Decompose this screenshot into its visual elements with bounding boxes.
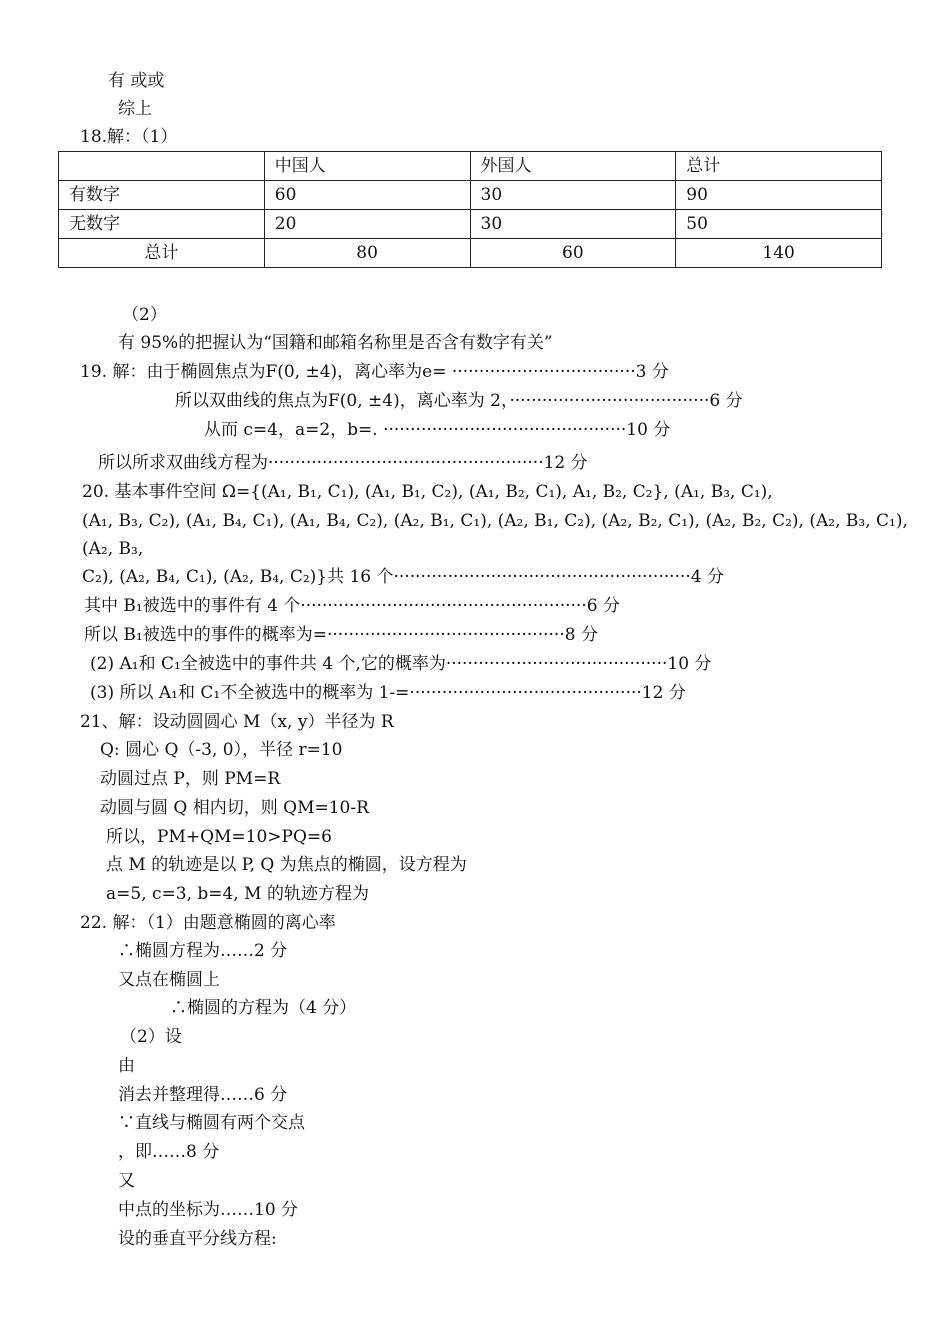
table-cell: 90 [676, 181, 882, 210]
text-line: 综上 [118, 99, 152, 119]
table-cell: 无数字 [59, 210, 265, 239]
question-21-heading: 21、解：设动圆圆心 M（x, y）半径为 R [80, 712, 394, 732]
text-line: 有 或或 [108, 71, 165, 91]
text-line: 所以双曲线的焦点为F(0, ±4)，离心率为 2，·····································6 分 [175, 391, 743, 411]
text-line: 所以所求双曲线方程为···················································12 分 [98, 453, 588, 473]
text-line: 所以 B₁被选中的事件的概率为=············································8 分 [84, 625, 598, 645]
text-line: 有 95%的把握认为“国籍和邮箱名称里是否含有数字有关” [118, 333, 553, 353]
text-line: (A₂, B₃, [82, 539, 144, 559]
question-22-heading: 22. 解：（1）由题意椭圆的离心率 [80, 913, 336, 933]
table-row [59, 152, 882, 181]
table-cell: 50 [676, 210, 882, 239]
text-line: ∴椭圆方程为……2 分 [118, 941, 288, 961]
text-line: 又 [118, 1171, 135, 1191]
table-row [59, 239, 882, 268]
text-line: 设的垂直平分线方程: [118, 1229, 277, 1249]
text-line: ∴椭圆的方程为（4 分） [170, 998, 357, 1018]
text-line: C₂), (A₂, B₄, C₁), (A₂, B₄, C₂)}共 16 个·······················································4 分 [82, 567, 724, 587]
table-cell: 80 [264, 239, 470, 268]
text-line: 从而 c=4，a=2，b=. ·············································10 分 [204, 420, 671, 440]
table-cell: 30 [470, 210, 676, 239]
table-cell: 中国人 [264, 152, 470, 181]
table-cell: 有数字 [59, 181, 265, 210]
table-cell: 外国人 [470, 152, 676, 181]
text-line: a=5, c=3, b=4, M 的轨迹方程为 [106, 884, 369, 904]
table-cell [59, 152, 265, 181]
text-line: (2) A₁和 C₁全被选中的事件共 4 个,它的概率为·········································10 分 [90, 654, 712, 674]
table-row [59, 210, 882, 239]
text-line: 动圆过点 P，则 PM=R [100, 769, 281, 789]
question-18-heading: 18.解：（1） [80, 127, 178, 147]
text-line: 所以，PM+QM=10>PQ=6 [106, 827, 332, 847]
text-line: （2）设 [120, 1027, 182, 1047]
text-line: 中点的坐标为……10 分 [118, 1200, 299, 1220]
contingency-table [58, 151, 882, 268]
table-cell: 60 [264, 181, 470, 210]
text-line: (3) 所以 A₁和 C₁不全被选中的概率为 1-=···········································12 分 [90, 683, 686, 703]
question-19-heading: 19. 解：由于椭圆焦点为F(0, ±4)，离心率为e= ··································3 分 [80, 362, 669, 382]
text-line: （2） [122, 305, 167, 325]
question-20-heading: 20. 基本事件空间 Ω={(A₁, B₁, C₁), (A₁, B₁, C₂), (A₁, B₂, C₁), A₁, B₂, C₂}, (A₁, B₃, C₁), [82, 482, 773, 502]
table-cell: 总计 [59, 239, 265, 268]
text-line: 动圆与圆 Q 相内切，则 QM=10-R [100, 798, 369, 818]
table-cell: 20 [264, 210, 470, 239]
text-line: 由 [118, 1056, 135, 1076]
text-line: ∵直线与椭圆有两个交点 [118, 1113, 305, 1133]
table-cell: 140 [676, 239, 882, 268]
table-cell: 总计 [676, 152, 882, 181]
text-line: 点 M 的轨迹是以 P, Q 为焦点的椭圆，设方程为 [106, 855, 467, 875]
table-row [59, 181, 882, 210]
text-line: Q: 圆心 Q（-3, 0），半径 r=10 [100, 740, 343, 760]
text-line: (A₁, B₃, C₂), (A₁, B₄, C₁), (A₁, B₄, C₂), (A₂, B₁, C₁), (A₂, B₁, C₂), (A₂, B₂, C₁), (A₂, B₂, C₂), (A₂, B₃, C₁), [82, 511, 908, 531]
text-line: 消去并整理得……6 分 [118, 1085, 288, 1105]
text-line: 其中 B₁被选中的事件有 4 个·····················································6 分 [84, 596, 620, 616]
table-cell: 30 [470, 181, 676, 210]
text-line: 又点在椭圆上 [118, 970, 220, 990]
text-line: ，即……8 分 [118, 1142, 220, 1162]
table-cell: 60 [470, 239, 676, 268]
